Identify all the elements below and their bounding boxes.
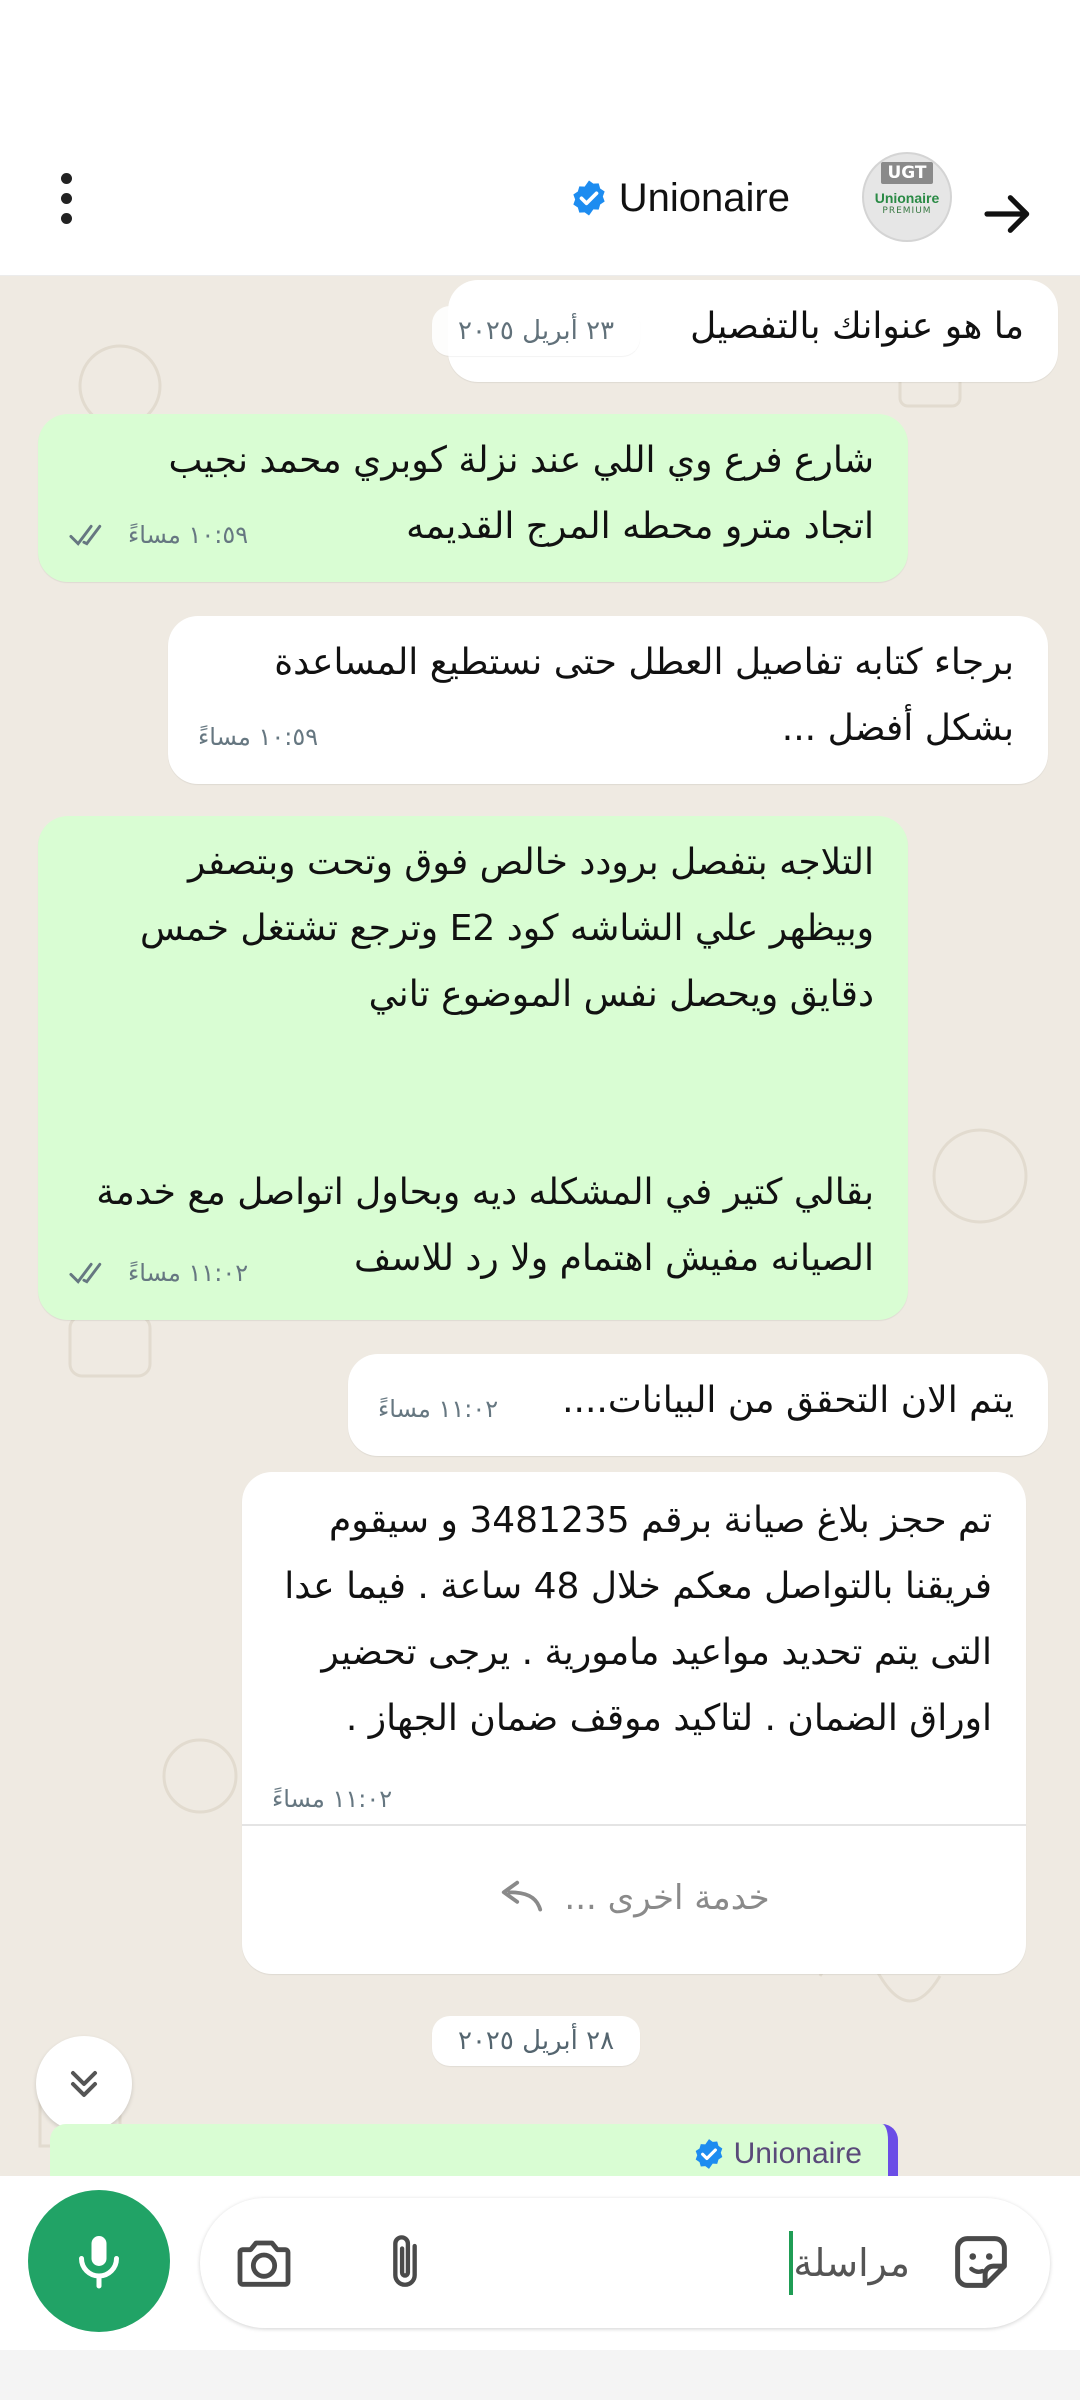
reply-arrow-icon xyxy=(498,1880,544,1916)
message-time: ١١:٠٢ مساءً xyxy=(272,1785,393,1813)
quoted-message[interactable] xyxy=(50,2124,898,2176)
quoted-sender: Unionaire xyxy=(733,2137,862,2170)
message-time: ١٠:٥٩ مساءً xyxy=(198,723,319,751)
scroll-to-bottom-button[interactable] xyxy=(36,2036,132,2132)
text-caret xyxy=(789,2231,793,2295)
message-text-line: الصيانه مفيش اهتمام ولا رد للاسف xyxy=(354,1238,874,1279)
message-text-line: برجاء كتابه تفاصيل العطل حتى نستطيع المساعدة xyxy=(274,642,1014,683)
message-bubble-incoming[interactable] xyxy=(242,1472,1026,1974)
message-bubble-incoming[interactable] xyxy=(348,1354,1048,1456)
microphone-button[interactable] xyxy=(28,2190,170,2332)
message-meta xyxy=(198,704,318,770)
message-text-line: التى يتم تحديد مواعيد مامورية . يرجى تحضير xyxy=(321,1632,992,1673)
verified-badge-icon xyxy=(692,2137,726,2171)
avatar-sub: PREMIUM xyxy=(882,206,932,216)
message-bubble-outgoing[interactable] xyxy=(38,414,908,582)
message-input-container[interactable] xyxy=(200,2198,1050,2328)
message-meta xyxy=(68,502,248,568)
chat-header xyxy=(0,152,1080,276)
message-text-line: التلاجه بتفصل برودد خالص فوق وتحت وبتصفر xyxy=(187,842,874,883)
message-bubble-outgoing[interactable] xyxy=(38,816,908,1320)
message-input-placeholder: مراسلة xyxy=(793,2241,910,2285)
date-chip xyxy=(432,306,640,356)
microphone-icon xyxy=(69,2231,129,2291)
back-button[interactable] xyxy=(976,182,1040,246)
message-text-line: فريقنا بالتواصل معكم خلال 48 ساعة . فيما عدا xyxy=(284,1566,992,1607)
paperclip-icon[interactable] xyxy=(376,2228,434,2298)
avatar-brand: Unionaire xyxy=(874,190,940,206)
message-time: ١١:٠٢ مساءً xyxy=(378,1395,499,1423)
divider xyxy=(242,1824,1026,1826)
chat-area[interactable] xyxy=(0,276,1080,2176)
camera-icon[interactable] xyxy=(232,2231,296,2295)
blank-lines xyxy=(72,1028,874,1160)
message-text: يتم الان التحقق من البيانات.... xyxy=(562,1380,1014,1421)
date-chip-label: ٢٣ أبريل ٢٠٢٥ xyxy=(458,316,615,346)
contact-info[interactable] xyxy=(569,170,790,226)
double-check-icon xyxy=(68,522,120,548)
verified-badge-icon xyxy=(569,178,609,218)
quick-reply-button[interactable] xyxy=(242,1828,1026,1968)
message-text-line: تم حجز بلاغ صيانة برقم 3481235 و سيقوم xyxy=(328,1500,992,1541)
message-text-line: اتجاد مترو محطه المرج القديمه xyxy=(406,506,874,547)
chevrons-down-icon xyxy=(62,2062,106,2106)
message-text-line: اوراق الضمان . لتاكيد موقف ضمان الجهاز . xyxy=(345,1698,992,1739)
quick-reply-label: خدمة اخرى ... xyxy=(564,1878,770,1918)
message-meta xyxy=(68,1240,248,1306)
message-text: ما هو عنوانك بالتفصيل xyxy=(690,306,1024,347)
message-bubble-incoming[interactable] xyxy=(168,616,1048,784)
back-arrow-icon xyxy=(980,186,1036,242)
avatar[interactable] xyxy=(862,152,952,242)
date-chip xyxy=(432,2016,640,2066)
message-time: ١١:٠٢ مساءً xyxy=(128,1259,249,1287)
date-chip-label: ٢٨ أبريل ٢٠٢٥ xyxy=(458,2026,615,2056)
status-bar-area xyxy=(0,0,1080,152)
sticker-icon[interactable] xyxy=(948,2229,1014,2295)
message-text-line: وبيظهر علي الشاشه كود E2 وترجع تشتغل خمس xyxy=(140,908,874,949)
message-text-line: بشكل أفضل ... xyxy=(781,708,1014,749)
message-meta xyxy=(272,1766,392,1832)
contact-name: Unionaire xyxy=(618,175,790,220)
message-meta xyxy=(378,1376,498,1442)
message-text-line: دقايق ويحصل نفس الموضوع تاني xyxy=(368,974,874,1015)
composer-bar xyxy=(0,2176,1080,2400)
message-text-line: شارع فرع وي اللي عند نزلة كوبري محمد نجيب xyxy=(168,440,874,481)
navigation-bar-area xyxy=(0,2350,1080,2400)
avatar-badge: UGT xyxy=(881,162,932,184)
message-text-line: بقالي كتير في المشكله ديه وبحاول اتواصل مع خدمة xyxy=(96,1172,874,1213)
double-check-icon xyxy=(68,1260,120,1286)
more-options-icon[interactable] xyxy=(46,168,86,228)
message-input[interactable] xyxy=(785,2228,910,2298)
message-time: ١٠:٥٩ مساءً xyxy=(128,521,249,549)
